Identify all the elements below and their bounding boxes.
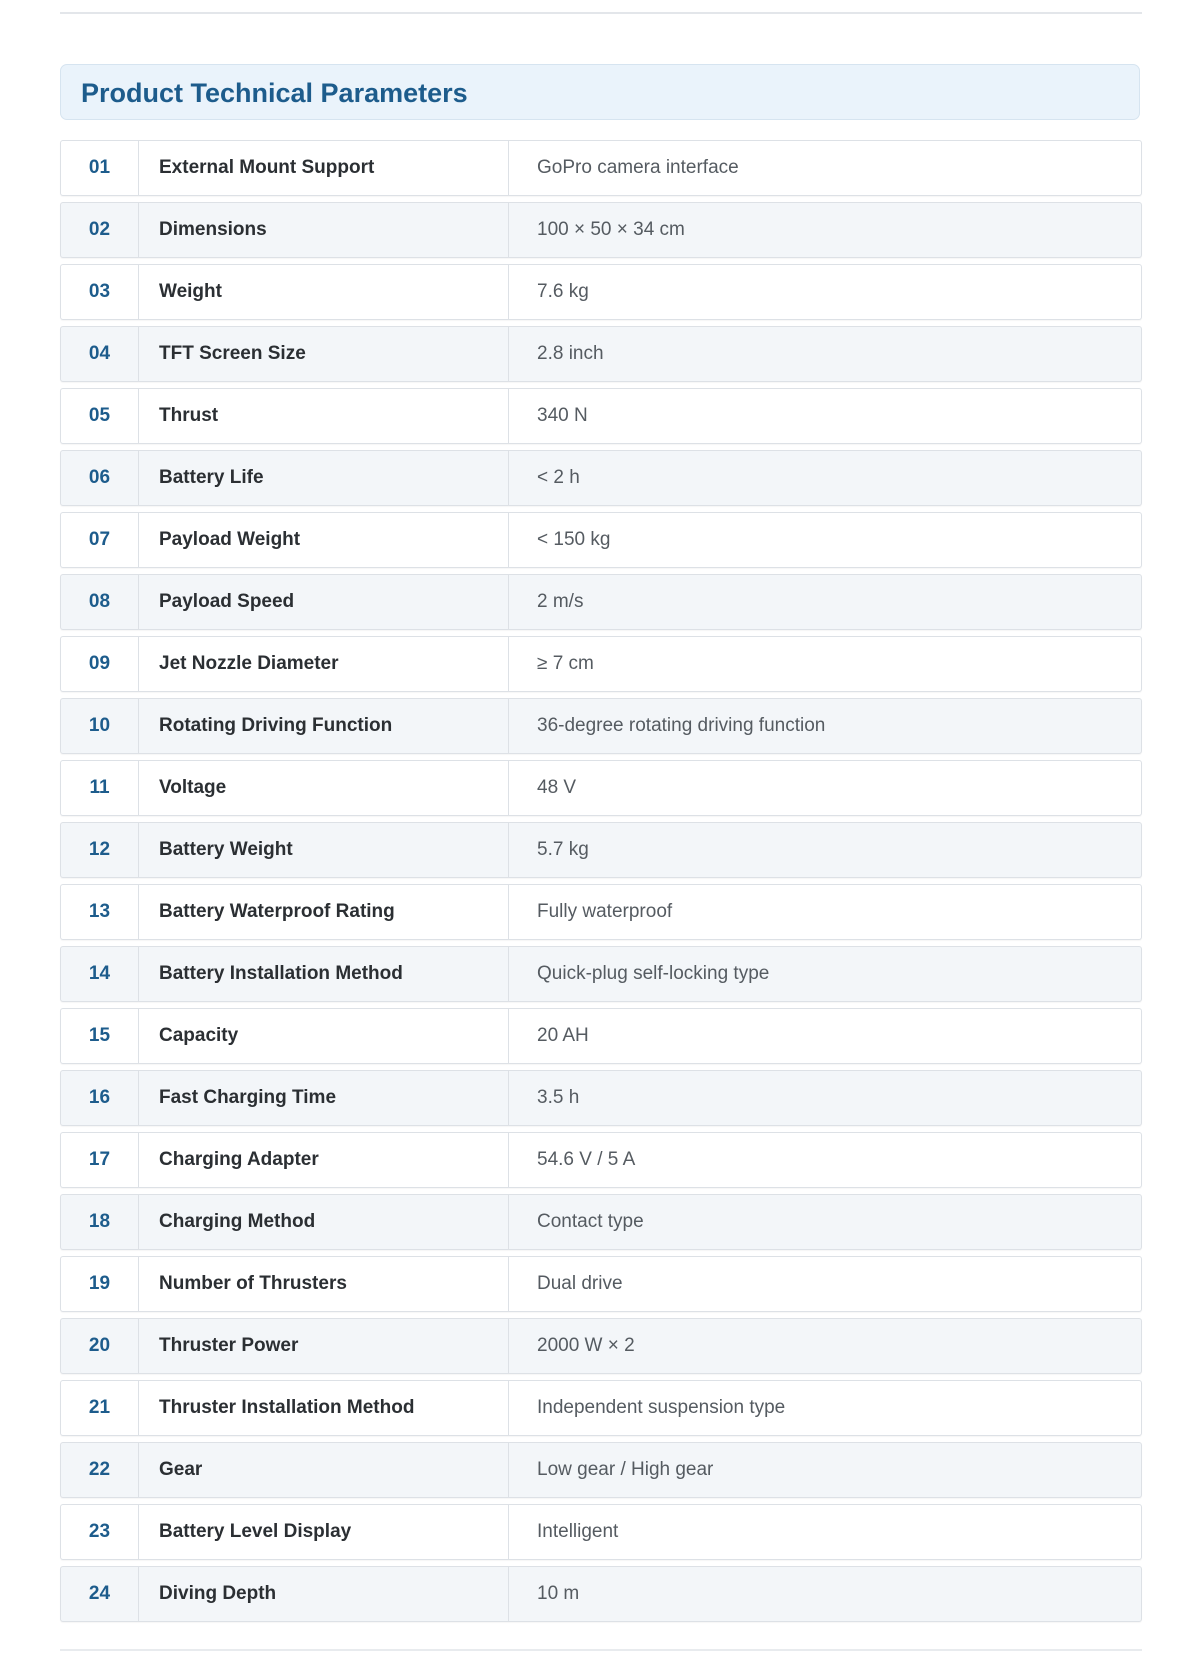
- parameter-value: GoPro camera interface: [537, 157, 739, 178]
- row-number: 14: [61, 947, 139, 1001]
- parameter-value: 54.6 V / 5 A: [537, 1149, 636, 1170]
- parameter-value: 2 m/s: [537, 591, 584, 612]
- parameter-value: 2000 W × 2: [537, 1335, 635, 1356]
- table-row: [60, 698, 1142, 754]
- parameter-name: Payload Weight: [139, 513, 509, 567]
- table-row: [60, 512, 1142, 568]
- table-row: [60, 636, 1142, 692]
- page-title: Product Technical Parameters: [81, 78, 468, 108]
- parameter-value: 100 × 50 × 34 cm: [537, 219, 685, 240]
- parameter-name: Battery Life: [139, 451, 509, 505]
- parameter-name: Thruster Installation Method: [139, 1381, 509, 1435]
- parameter-value: < 2 h: [537, 467, 580, 488]
- parameter-value: < 150 kg: [537, 529, 611, 550]
- parameter-value: 2.8 inch: [537, 343, 604, 364]
- parameter-name: Number of Thrusters: [139, 1257, 509, 1311]
- row-number: 02: [61, 203, 139, 257]
- table-row: [60, 822, 1142, 878]
- table-row: [60, 1566, 1142, 1622]
- parameter-name: Battery Waterproof Rating: [139, 885, 509, 939]
- row-number: 19: [61, 1257, 139, 1311]
- row-number: 04: [61, 327, 139, 381]
- table-row: [60, 1442, 1142, 1498]
- parameter-name: Rotating Driving Function: [139, 699, 509, 753]
- parameter-name: Capacity: [139, 1009, 509, 1063]
- parameter-name: Battery Installation Method: [139, 947, 509, 1001]
- table-row: [60, 1070, 1142, 1126]
- row-number: 16: [61, 1071, 139, 1125]
- table-row: [60, 202, 1142, 258]
- row-number: 23: [61, 1505, 139, 1559]
- table-row: [60, 1132, 1142, 1188]
- parameter-value: Fully waterproof: [537, 901, 673, 922]
- parameter-name: Battery Level Display: [139, 1505, 509, 1559]
- parameter-value: 340 N: [537, 405, 588, 426]
- parameter-value: ≥ 7 cm: [537, 653, 594, 674]
- table-row: [60, 884, 1142, 940]
- parameter-name: TFT Screen Size: [139, 327, 509, 381]
- row-number: 05: [61, 389, 139, 443]
- table-row: [60, 1318, 1142, 1374]
- parameter-value: Quick-plug self-locking type: [537, 963, 770, 984]
- row-number: 11: [61, 761, 139, 815]
- row-number: 06: [61, 451, 139, 505]
- top-divider: [60, 12, 1142, 14]
- table-row: [60, 388, 1142, 444]
- row-number: 03: [61, 265, 139, 319]
- table-row: [60, 1008, 1142, 1064]
- row-number: 22: [61, 1443, 139, 1497]
- parameter-name: External Mount Support: [139, 141, 509, 195]
- row-number: 21: [61, 1381, 139, 1435]
- parameter-name: Battery Weight: [139, 823, 509, 877]
- row-number: 18: [61, 1195, 139, 1249]
- parameter-name: Thrust: [139, 389, 509, 443]
- row-number: 17: [61, 1133, 139, 1187]
- table-row: [60, 326, 1142, 382]
- parameter-name: Weight: [139, 265, 509, 319]
- row-number: 07: [61, 513, 139, 567]
- parameter-value: Contact type: [537, 1211, 644, 1232]
- table-row: [60, 140, 1142, 196]
- row-number: 20: [61, 1319, 139, 1373]
- table-row: [60, 574, 1142, 630]
- row-number: 15: [61, 1009, 139, 1063]
- parameter-value: Low gear / High gear: [537, 1459, 714, 1480]
- table-row: [60, 760, 1142, 816]
- table-row: [60, 450, 1142, 506]
- parameter-value: Dual drive: [537, 1273, 623, 1294]
- parameter-name: Fast Charging Time: [139, 1071, 509, 1125]
- table-row: [60, 264, 1142, 320]
- spec-table: [60, 140, 1142, 1628]
- parameter-value: 20 AH: [537, 1025, 589, 1046]
- parameter-value: 7.6 kg: [537, 281, 589, 302]
- row-number: 24: [61, 1567, 139, 1621]
- parameter-value: Intelligent: [537, 1521, 619, 1542]
- section-header: [60, 64, 1140, 120]
- row-number: 08: [61, 575, 139, 629]
- row-number: 01: [61, 141, 139, 195]
- parameter-name: Voltage: [139, 761, 509, 815]
- parameter-name: Gear: [139, 1443, 509, 1497]
- parameter-name: Jet Nozzle Diameter: [139, 637, 509, 691]
- parameter-value: 10 m: [537, 1583, 580, 1604]
- table-row: [60, 1256, 1142, 1312]
- parameter-value: 3.5 h: [537, 1087, 580, 1108]
- parameter-name: Payload Speed: [139, 575, 509, 629]
- parameter-value: Independent suspension type: [537, 1397, 786, 1418]
- parameter-name: Thruster Power: [139, 1319, 509, 1373]
- table-row: [60, 946, 1142, 1002]
- parameter-value: 48 V: [537, 777, 577, 798]
- parameter-name: Dimensions: [139, 203, 509, 257]
- parameter-name: Charging Method: [139, 1195, 509, 1249]
- row-number: 12: [61, 823, 139, 877]
- row-number: 09: [61, 637, 139, 691]
- row-number: 10: [61, 699, 139, 753]
- table-row: [60, 1504, 1142, 1560]
- parameter-name: Diving Depth: [139, 1567, 509, 1621]
- row-number: 13: [61, 885, 139, 939]
- table-row: [60, 1380, 1142, 1436]
- bottom-divider: [60, 1649, 1142, 1651]
- parameter-value: 5.7 kg: [537, 839, 589, 860]
- parameter-value: 36-degree rotating driving function: [537, 715, 826, 736]
- table-row: [60, 1194, 1142, 1250]
- parameter-name: Charging Adapter: [139, 1133, 509, 1187]
